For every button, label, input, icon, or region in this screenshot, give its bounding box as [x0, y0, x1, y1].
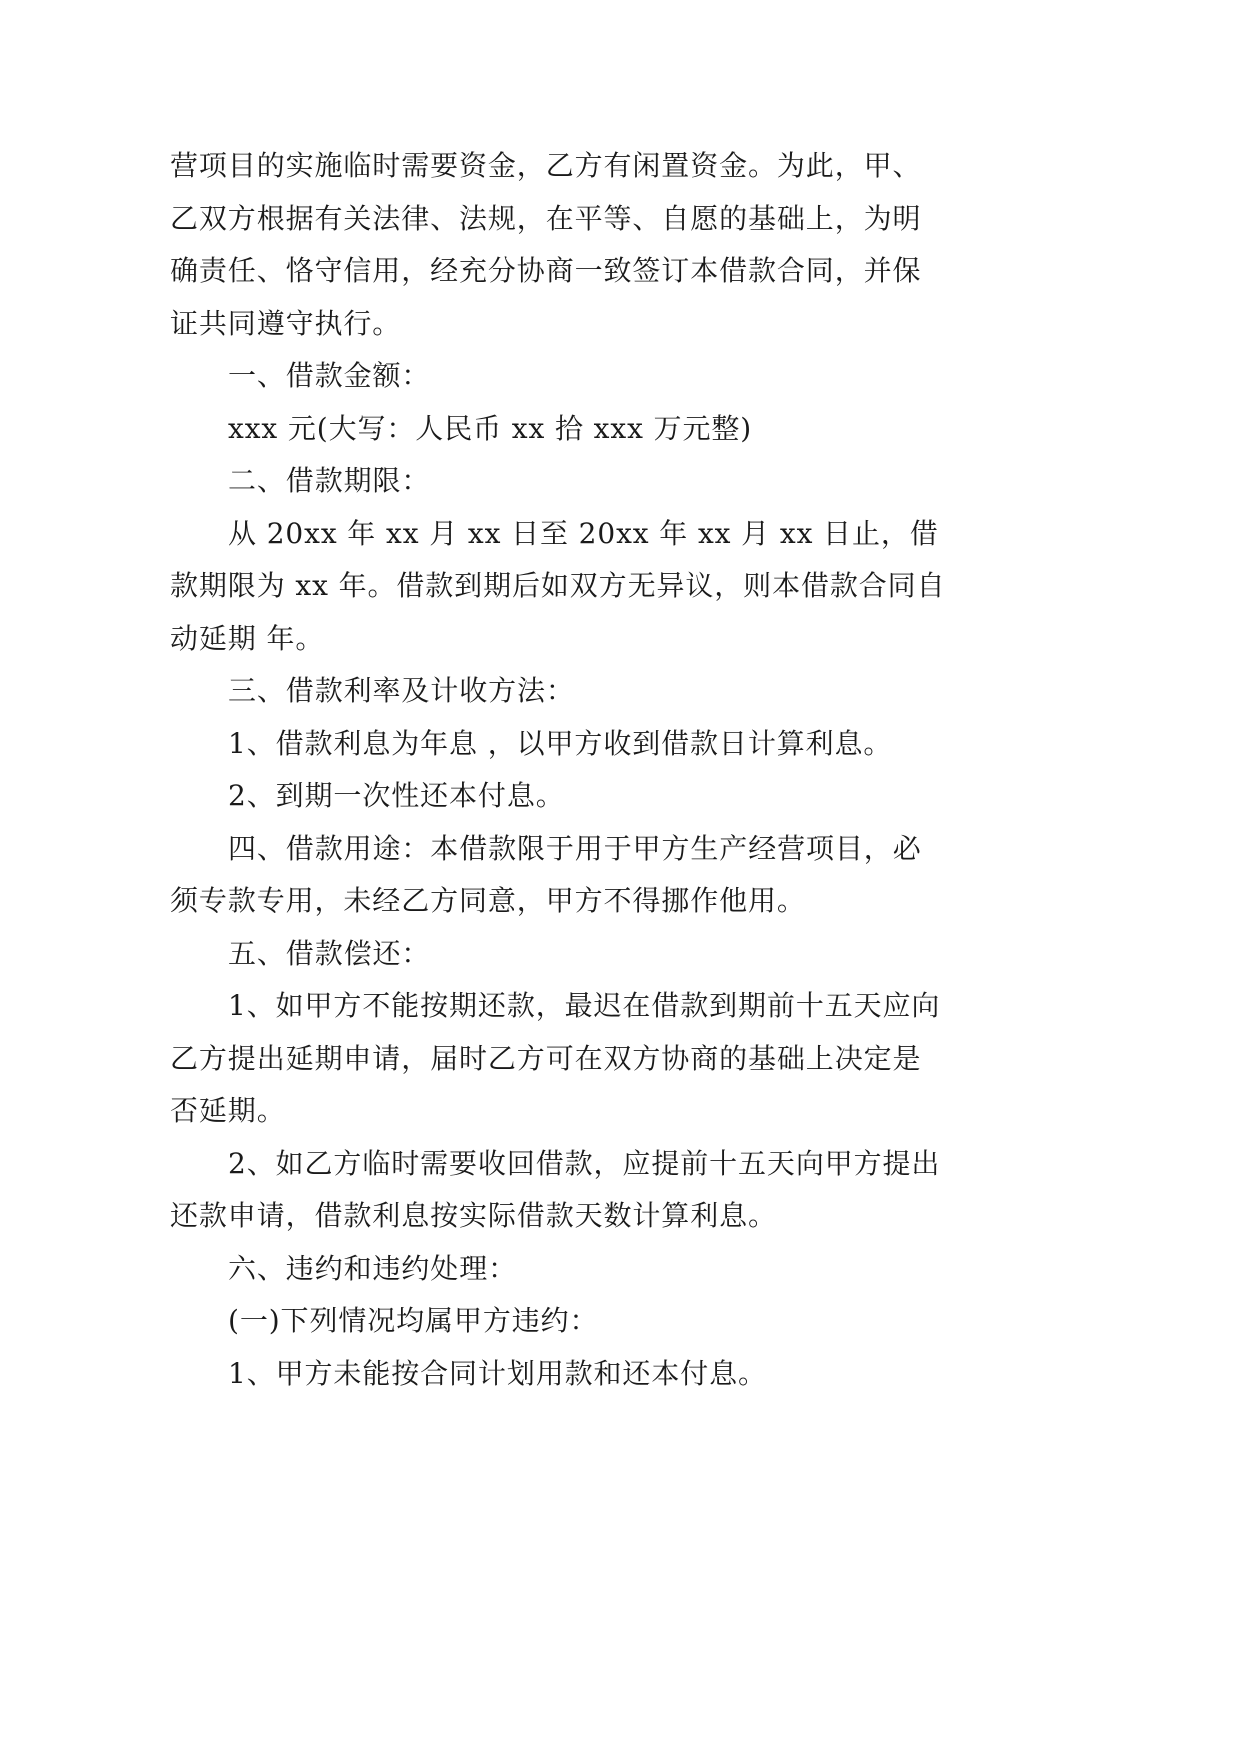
- heading-breach: 六、违约和违约处理：: [228, 1251, 518, 1285]
- paragraph-repayment-item-1: 1、如甲方不能按期还款，最迟在借款到期前十五天应向乙方提出延期申请，届时乙方可在双方协商的基础上决定是否延期。: [170, 989, 941, 1127]
- paragraph-interest-item-1: 1、借款利息为年息 ，以甲方收到借款日计算利息。: [228, 726, 893, 760]
- heading-loan-repayment: 五、借款偿还：: [228, 936, 431, 970]
- paragraph-loan-amount-value: xxx 元(大写：人民币 xx 拾 xxx 万元整): [228, 411, 753, 445]
- paragraph-repayment-item-2: 2、如乙方临时需要收回借款，应提前十五天向甲方提出还款申请，借款利息按实际借款天数计算利息。: [170, 1146, 941, 1232]
- paragraph-loan-term: 从 20xx 年 xx 月 xx 日至 20xx 年 xx 月 xx 日止，借款期限为 xx 年。借款到期后如双方无异议，则本借款合同自动延期 年。: [170, 516, 946, 655]
- paragraph-breach-subheading: (一)下列情况均属甲方违约：: [228, 1304, 599, 1337]
- document-body: [170, 140, 950, 1400]
- paragraph-loan-purpose: 四、借款用途：本借款限于用于甲方生产经营项目，必须专款专用，未经乙方同意，甲方不得挪作他用。: [170, 831, 922, 917]
- heading-loan-amount: 一、借款金额：: [228, 359, 431, 392]
- heading-interest-rate: 三、借款利率及计收方法：: [228, 674, 575, 707]
- heading-loan-term: 二、借款期限：: [228, 464, 431, 497]
- paragraph-breach-item-1: 1、甲方未能按合同计划用款和还本付息。: [228, 1356, 767, 1390]
- paragraph-intro: 营项目的实施临时需要资金，乙方有闲置资金。为此，甲、乙双方根据有关法律、法规，在平等、自愿的基础上，为明确责任、恪守信用，经充分协商一致签订本借款合同，并保证共同遵守执行。: [170, 149, 922, 340]
- paragraph-interest-item-2: 2、到期一次性还本付息。: [228, 779, 565, 812]
